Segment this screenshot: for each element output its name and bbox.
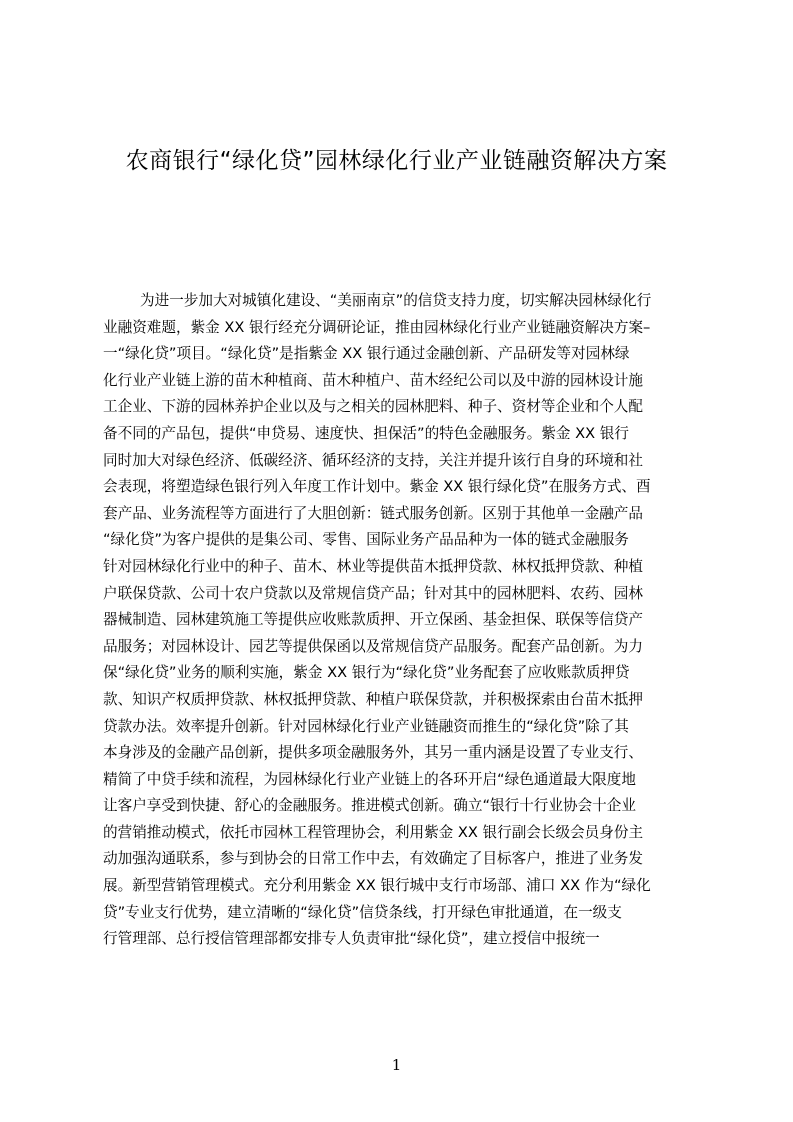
page-number: 1 [391, 1056, 402, 1074]
paragraph-line: 器械制造、园林建筑施工等提供应收账款质押、开立保函、基金担保、联保等信贷产 [103, 611, 643, 629]
paragraph-line: 动加强沟通联系，参与到协会的日常工作中去，有效确定了目标客户，推进了业务发 [103, 850, 643, 868]
paragraph-line: 为进一步加大对城镇化建设、“美丽南京”的信贷支持力度，切实解决园林绿化行 [140, 292, 652, 309]
paragraph-line: 让客户享受到快捷、舒心的金融服务。推进模式创新。确立“银行十行业协会十企业 [103, 797, 636, 815]
paragraph-line: 针对园林绿化行业中的种子、苗木、林业等提供苗木抵押贷款、林权抵押贷款、种植 [103, 557, 643, 575]
paragraph-line: 化行业产业链上游的苗木种植商、苗木种植户、苗木经纪公司以及中游的园林设计施 [103, 371, 643, 389]
paragraph-line: 本身涉及的金融产品创新，提供多项金融服务外，其另一重内涵是设置了专业支行、 [103, 744, 643, 762]
paragraph-line: 品服务；对园林设计、园艺等提供保函以及常规信贷产品服务。配套产品创新。为力 [103, 637, 643, 655]
paragraph-line: 保“绿化贷”业务的顺利实施，紫金 XX 银行为“绿化贷”业务配套了应收账款质押贷 [103, 664, 630, 682]
paragraph-line: 的营销推动模式，依托市园林工程管理协会，利用紫金 XX 银行副会长级会员身份主 [103, 823, 644, 841]
paragraph-line: 会表现，将塑造绿色银行列入年度工作计划中。紫金 XX 银行绿化贷”在服务方式、酉 [103, 478, 651, 496]
paragraph-line: 贷”专业支行优势，建立清晰的“绿化贷”信贷条线，打开绿色审批通道，在一级支 [103, 903, 622, 921]
paragraph-line: 一“绿化贷”项目。“绿化贷”是指紫金 XX 银行通过金融创新、产品研发等对园林绿 [103, 345, 630, 363]
paragraph-line: 备不同的产品包，提供“申贷易、速度快、担保活”的特色金融服务。紫金 XX 银行 [103, 424, 629, 442]
paragraph-line: 款、知识产权质押贷款、林权抵押贷款、种植户联保贷款，并积极探索由台苗木抵押 [103, 690, 643, 708]
body-paragraph [103, 288, 713, 953]
paragraph-line: 户联保贷款、公司十农户贷款以及常规信贷产品；针对其中的园林肥料、农药、园林 [103, 584, 643, 602]
paragraph-line: 业融资难题，紫金 XX 银行经充分调研论证，推由园林绿化行业产业链融资解决方案– [103, 318, 651, 336]
document-title: 农商银行“绿化贷”园林绿化行业产业链融资解决方案 [125, 148, 668, 174]
paragraph-line: 同时加大对绿色经济、低碳经济、循环经济的支持，关注并提升该行自身的环境和社 [103, 451, 643, 469]
paragraph-line: 工企业、下游的园林养护企业以及与之相关的园林肥料、种子、资材等企业和个人配 [103, 398, 643, 416]
paragraph-line: “绿化贷”为客户提供的是集公司、零售、国际业务产品品种为一体的链式金融服务 [103, 531, 629, 549]
paragraph-line: 行管理部、总行授信管理部都安排专人负责审批“绿化贷”，建立授信中报统一 [103, 930, 600, 948]
paragraph-line: 精简了中贷手续和流程，为园林绿化行业产业链上的各环开启“绿色通道最大限度地 [103, 770, 636, 788]
paragraph-line: 贷款办法。效率提升创新。针对园林绿化行业产业链融资而推生的“绿化贷”除了其 [103, 717, 629, 735]
paragraph-line: 展。新型营销管理模式。充分利用紫金 XX 银行城中支行市场部、浦口 XX 作为“绿化 [103, 877, 651, 895]
paragraph-line: 套产品、业务流程等方面进行了大胆创新：链式服务创新。区别于其他单一金融产品 [103, 504, 643, 522]
